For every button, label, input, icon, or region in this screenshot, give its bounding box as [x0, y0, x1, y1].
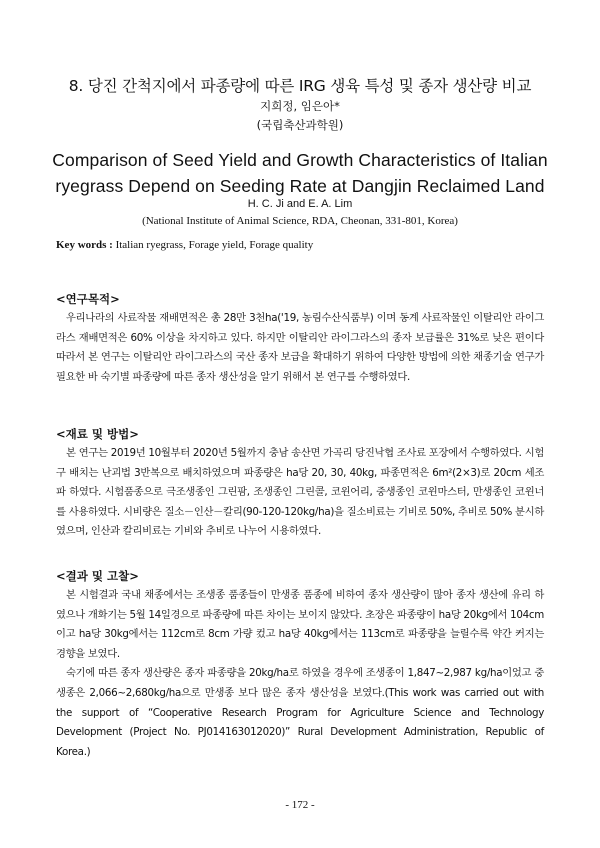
section-heading-purpose: <연구목적>: [56, 292, 120, 306]
paragraph: 숙기에 따른 종자 생산량은 종자 파종량을 20kg/ha로 하였을 경우에 조생종이 1,847∼2,987 kg/ha이었고 중생종은 2,066∼2,680kg/ha으로 만생종 보다 많은 종자 생산성을 보였다.(This work was carried out with the support of “Cooperative Research Program for Agriculture Science and Technology Development (Project No. PJ014163012020)” Rural Development Administration, Republic of Korea.): [56, 667, 544, 758]
keywords-label: Key words :: [56, 239, 113, 251]
paragraph: 우리나라의 사료작물 재배면적은 총 28만 3천ha('19, 농림수산식품부) 이며 동계 사료작물인 이탈리안 라이그라스 재배면적은 60% 이상을 차지하고 있다. 하지만 이탈리안 라이그라스의 종자 보급률은 31%로 낮은 편이다 따라서 본 연구는 이탈리안 라이그라스의 국산 종자 보급을 확대하기 위하여 다양한 방법에 의한 채종기술 연구가 필요한 바 숙기별 파종량에 따른 종자 생산성을 알기 위해서 본 연구를 수행하였다.: [56, 312, 544, 383]
english-title-line-2: ryegrass Depend on Seeding Rate at Dangjin Reclaimed Land: [55, 176, 545, 196]
section-heading-results: <결과 및 고찰>: [56, 569, 139, 583]
english-affiliation: (National Institute of Animal Science, RDA, Cheonan, 331-801, Korea): [142, 215, 458, 227]
keywords-text: Italian ryegrass, Forage yield, Forage quality: [115, 239, 314, 251]
section-body-purpose: [56, 309, 544, 387]
korean-authors: 지희정, 임은아*: [260, 99, 340, 113]
english-authors: H. C. Ji and E. A. Lim: [247, 198, 353, 210]
page-number: - 172 -: [285, 799, 315, 811]
paragraph: 본 연구는 2019년 10월부터 2020년 5월까지 충남 송산면 가곡리 당진낙협 조사료 포장에서 수행하였다. 시험구 배치는 난괴법 3반복으로 배치하였으며 파종량은 ha당 20, 30, 40kg, 파종면적은 6m²(2×3)로 20cm 세조파 하였다. 시험품종으로 극조생종인 그린팜, 조생종인 그린콜, 코윈어리, 중생종인 코윈마스터, 만생종인 코윈너를 사용하였다. 시비량은 질소－인산－칼리(90-120-120kg/ha)을 질소비료는 기비로 50%, 추비로 50% 분시하였으며, 인산과 칼리비료는 기비와 추비로 나누어 시용하였다.: [56, 447, 544, 538]
paragraph: 본 시험결과 국내 채종에서는 조생종 품종들이 만생종 품종에 비하여 종자 생산량이 많아 종자 생산에 유리 하였으나 개화기는 5월 14일경으로 파종량에 따른 차이는 보이지 않았다. 초장은 파종량이 ha당 20kg에서 104cm이고 ha당 30kg에서는 112cm로 8cm 가량 컸고 ha당 40kg에서는 113cm로 파종량을 늘릴수록 약간 커지는 경향을 보였다.: [56, 589, 544, 660]
korean-title: 8. 당진 간척지에서 파종량에 따른 IRG 생육 특성 및 종자 생산량 비교: [68, 77, 532, 95]
english-title: [0, 147, 600, 199]
korean-affiliation: (국립축산과학원): [256, 118, 344, 132]
section-body-results: [56, 586, 544, 762]
section-body-methods: [56, 444, 544, 542]
english-title-line-1: Comparison of Seed Yield and Growth Characteristics of Italian: [52, 150, 548, 170]
keywords: [56, 239, 556, 251]
section-heading-methods: <재료 및 방법>: [56, 427, 139, 441]
